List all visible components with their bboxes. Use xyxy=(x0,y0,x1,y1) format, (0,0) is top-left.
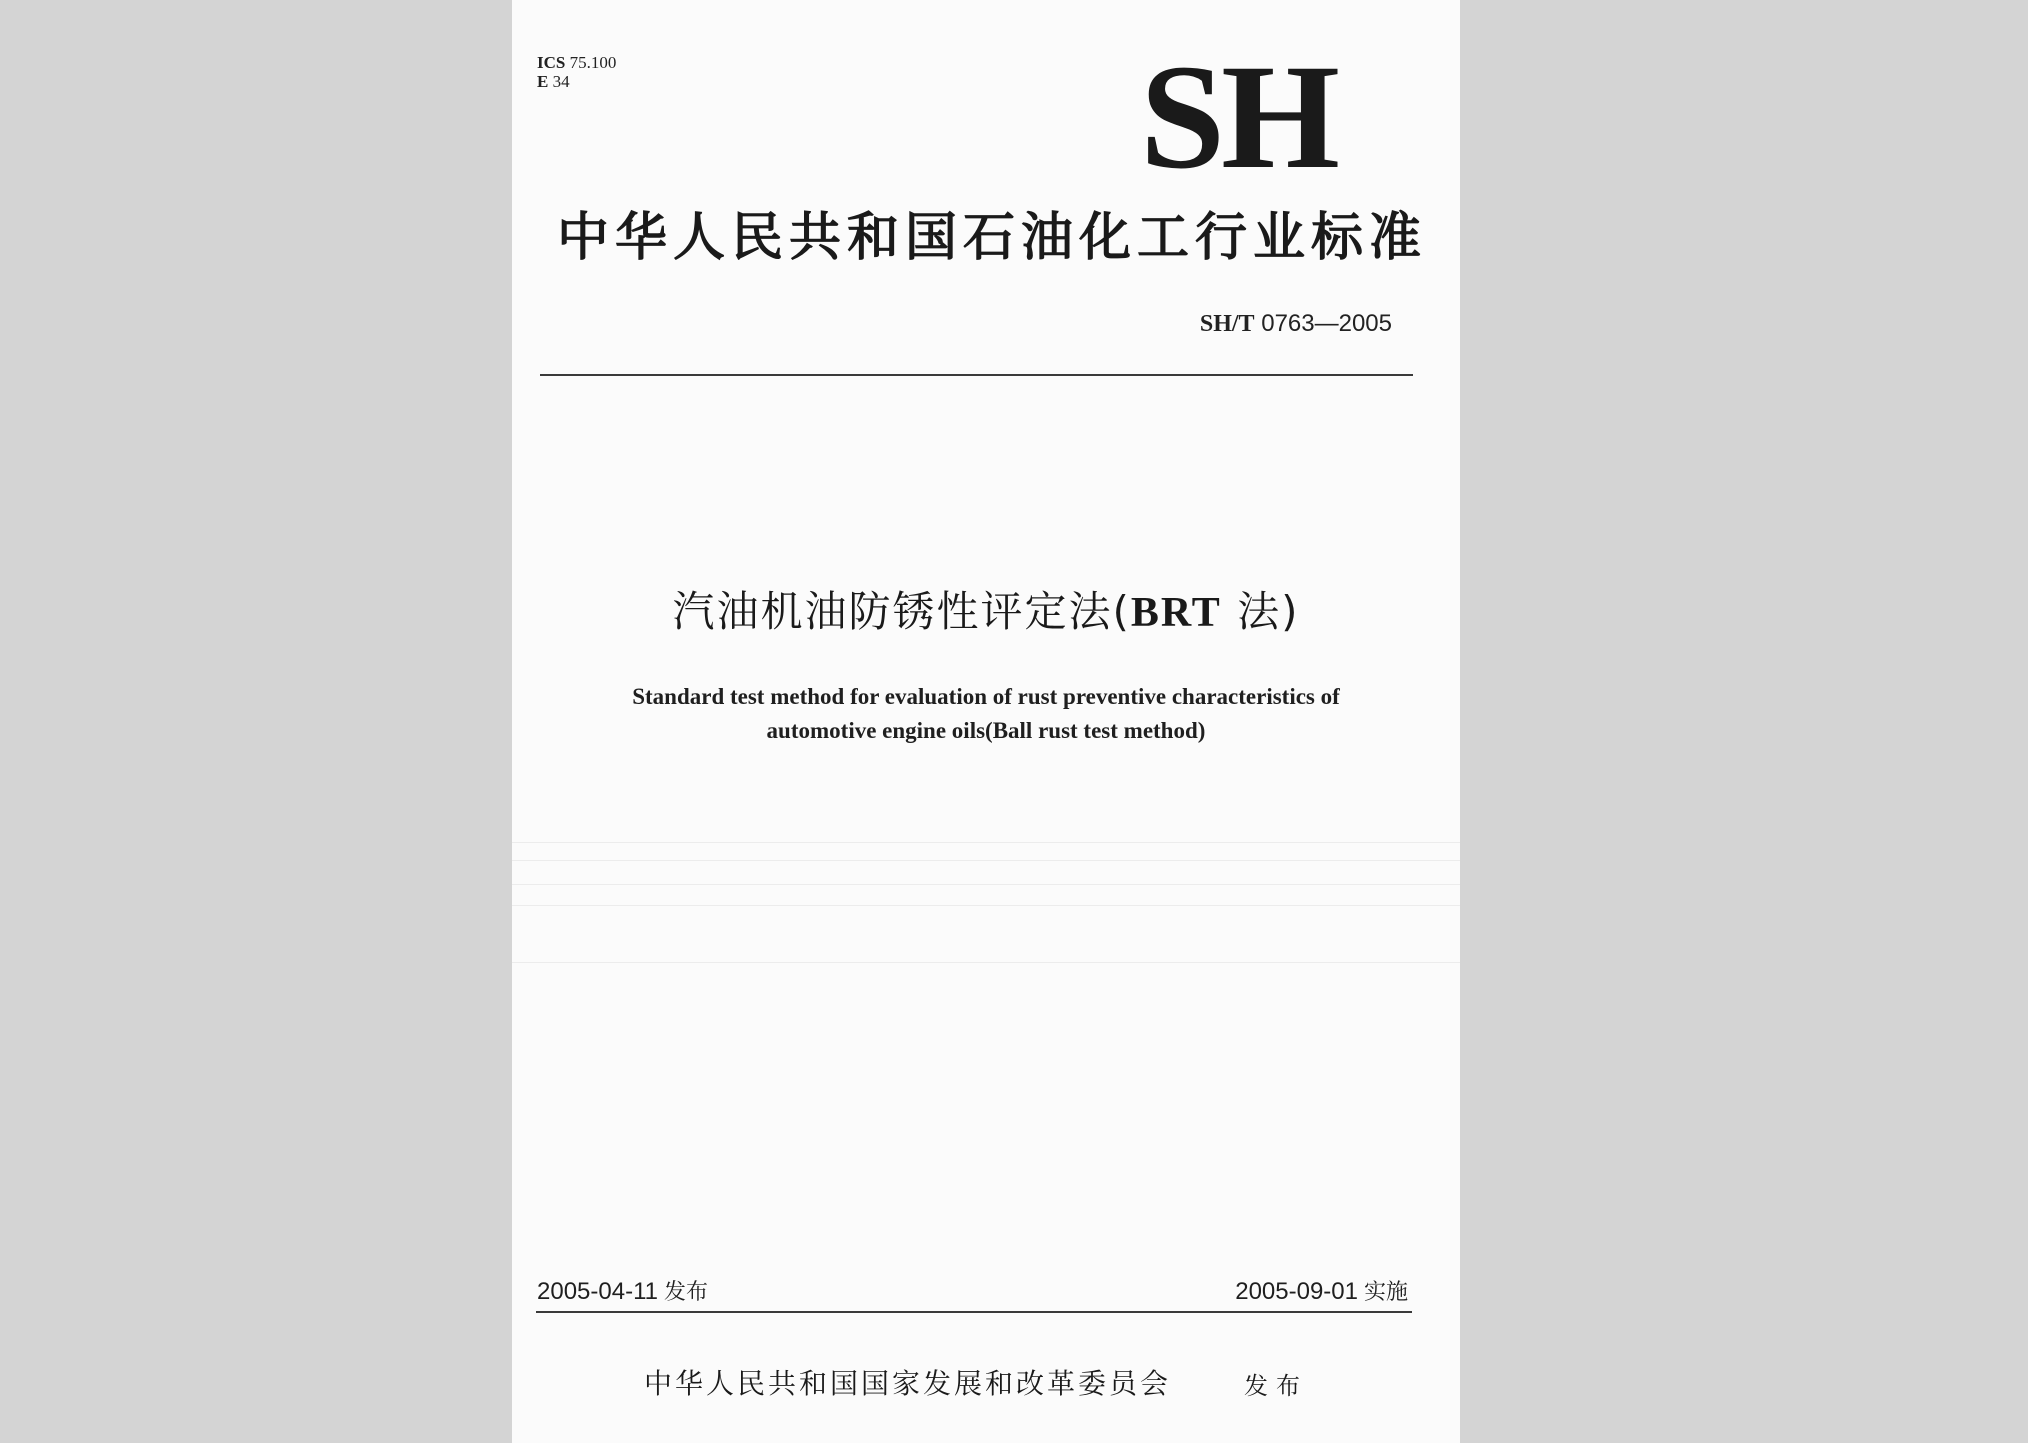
classification-codes xyxy=(537,53,616,91)
header-divider xyxy=(540,374,1413,376)
scan-artifact-line xyxy=(512,905,1460,906)
publish-label: 发布 xyxy=(1244,1372,1308,1400)
ics-code xyxy=(537,53,616,72)
implementation-date-label: 实施 xyxy=(1363,1280,1408,1305)
document-page xyxy=(512,0,1460,1443)
issue-date-label: 发布 xyxy=(663,1280,708,1305)
chinese-title-main: 汽油机油防锈性评定法( xyxy=(672,587,1131,636)
scan-artifact-line xyxy=(512,842,1460,843)
ics-label: ICS xyxy=(537,53,566,72)
issue-date xyxy=(537,1277,708,1308)
implementation-date xyxy=(1235,1277,1408,1308)
english-title-line-1: Standard test method for evaluation of rust preventive characteristics of xyxy=(632,684,1340,709)
english-title xyxy=(572,680,1400,748)
chinese-title-brt: BRT xyxy=(1130,590,1222,636)
standard-category-title: 中华人民共和国石油化工行业标准 xyxy=(556,208,1427,268)
ccs-label: E xyxy=(537,72,549,91)
chinese-title-end: 法) xyxy=(1221,587,1300,636)
standard-number xyxy=(1200,310,1392,338)
standard-number-prefix: SH/T xyxy=(1199,311,1255,337)
publisher-name: 中华人民共和国国家发展和改革委员会 xyxy=(644,1367,1172,1400)
english-title-line-2: automotive engine oils(Ball rust test method) xyxy=(766,718,1206,743)
chinese-title xyxy=(512,584,1460,641)
issue-date-value: 2005-04-11 xyxy=(537,1278,658,1305)
ics-value: 75.100 xyxy=(569,53,617,72)
scan-artifact-line xyxy=(512,962,1460,963)
scan-artifact-line xyxy=(512,884,1460,885)
scan-artifact-line xyxy=(512,860,1460,861)
footer-divider xyxy=(536,1311,1412,1313)
sh-logo: SH xyxy=(1140,34,1336,200)
implementation-date-value: 2005-09-01 xyxy=(1235,1278,1358,1305)
ccs-value: 34 xyxy=(552,72,570,91)
ccs-code xyxy=(537,72,616,91)
standard-number-value: 0763—2005 xyxy=(1261,310,1392,337)
